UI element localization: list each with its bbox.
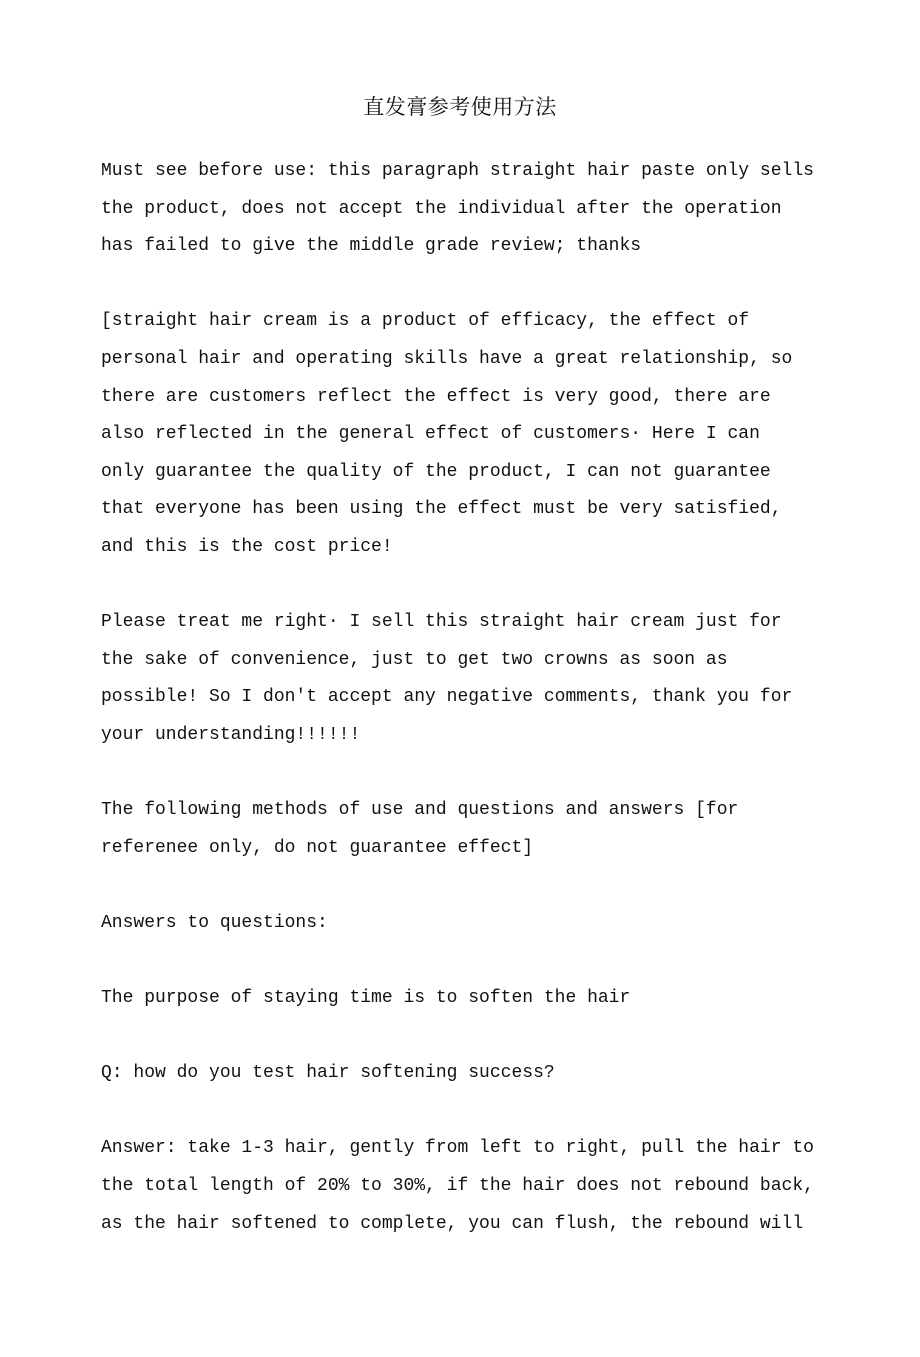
text-line: referenee only, do not guarantee effect] <box>101 837 534 858</box>
paragraph-staying-time <box>101 980 821 1018</box>
text-line: The purpose of staying time is to soften the hair <box>101 988 631 1009</box>
text-line: Please treat me right· I sell this straight hair cream just for <box>101 612 782 633</box>
text-line: only guarantee the quality of the product, I can not guarantee <box>101 461 771 482</box>
text-line: The following methods of use and questions and answers [for <box>101 800 739 821</box>
paragraph-disclaimer <box>101 153 821 266</box>
text-line: Answer: take 1-3 hair, gently from left to right, pull the hair to <box>101 1138 814 1159</box>
text-line: has failed to give the middle grade review; thanks <box>101 236 642 257</box>
text-line: the sake of convenience, just to get two crowns as soon as <box>101 649 728 670</box>
text-line: also reflected in the general effect of customers· Here I can <box>101 424 760 445</box>
paragraph-question <box>101 1055 821 1093</box>
text-line: possible! So I don't accept any negative comments, thank you for <box>101 687 793 708</box>
paragraph-request <box>101 604 821 754</box>
paragraph-methods-intro <box>101 792 821 867</box>
text-line: personal hair and operating skills have a great relationship, so <box>101 348 793 369</box>
paragraph-answer <box>101 1130 821 1243</box>
text-line: that everyone has been using the effect must be very satisfied, <box>101 499 782 520</box>
text-line: the total length of 20% to 30%, if the hair does not rebound back, <box>101 1176 814 1197</box>
text-line: [straight hair cream is a product of efficacy, the effect of <box>101 311 750 332</box>
text-line: and this is the cost price! <box>101 536 393 557</box>
paragraph-answers-heading <box>101 905 821 943</box>
text-line: Must see before use: this paragraph straight hair paste only sells <box>101 161 814 181</box>
text-line: your understanding!!!!!! <box>101 724 361 745</box>
text-line: Q: how do you test hair softening success? <box>101 1063 555 1084</box>
document-body <box>101 153 821 1281</box>
text-line: there are customers reflect the effect is very good, there are <box>101 386 771 407</box>
text-line: as the hair softened to complete, you can flush, the rebound will <box>101 1213 804 1234</box>
paragraph-efficacy <box>101 303 821 566</box>
text-line: Answers to questions: <box>101 912 328 933</box>
text-line: the product, does not accept the individual after the operation <box>101 198 782 219</box>
document-title: 直发膏参考使用方法 <box>363 95 557 119</box>
